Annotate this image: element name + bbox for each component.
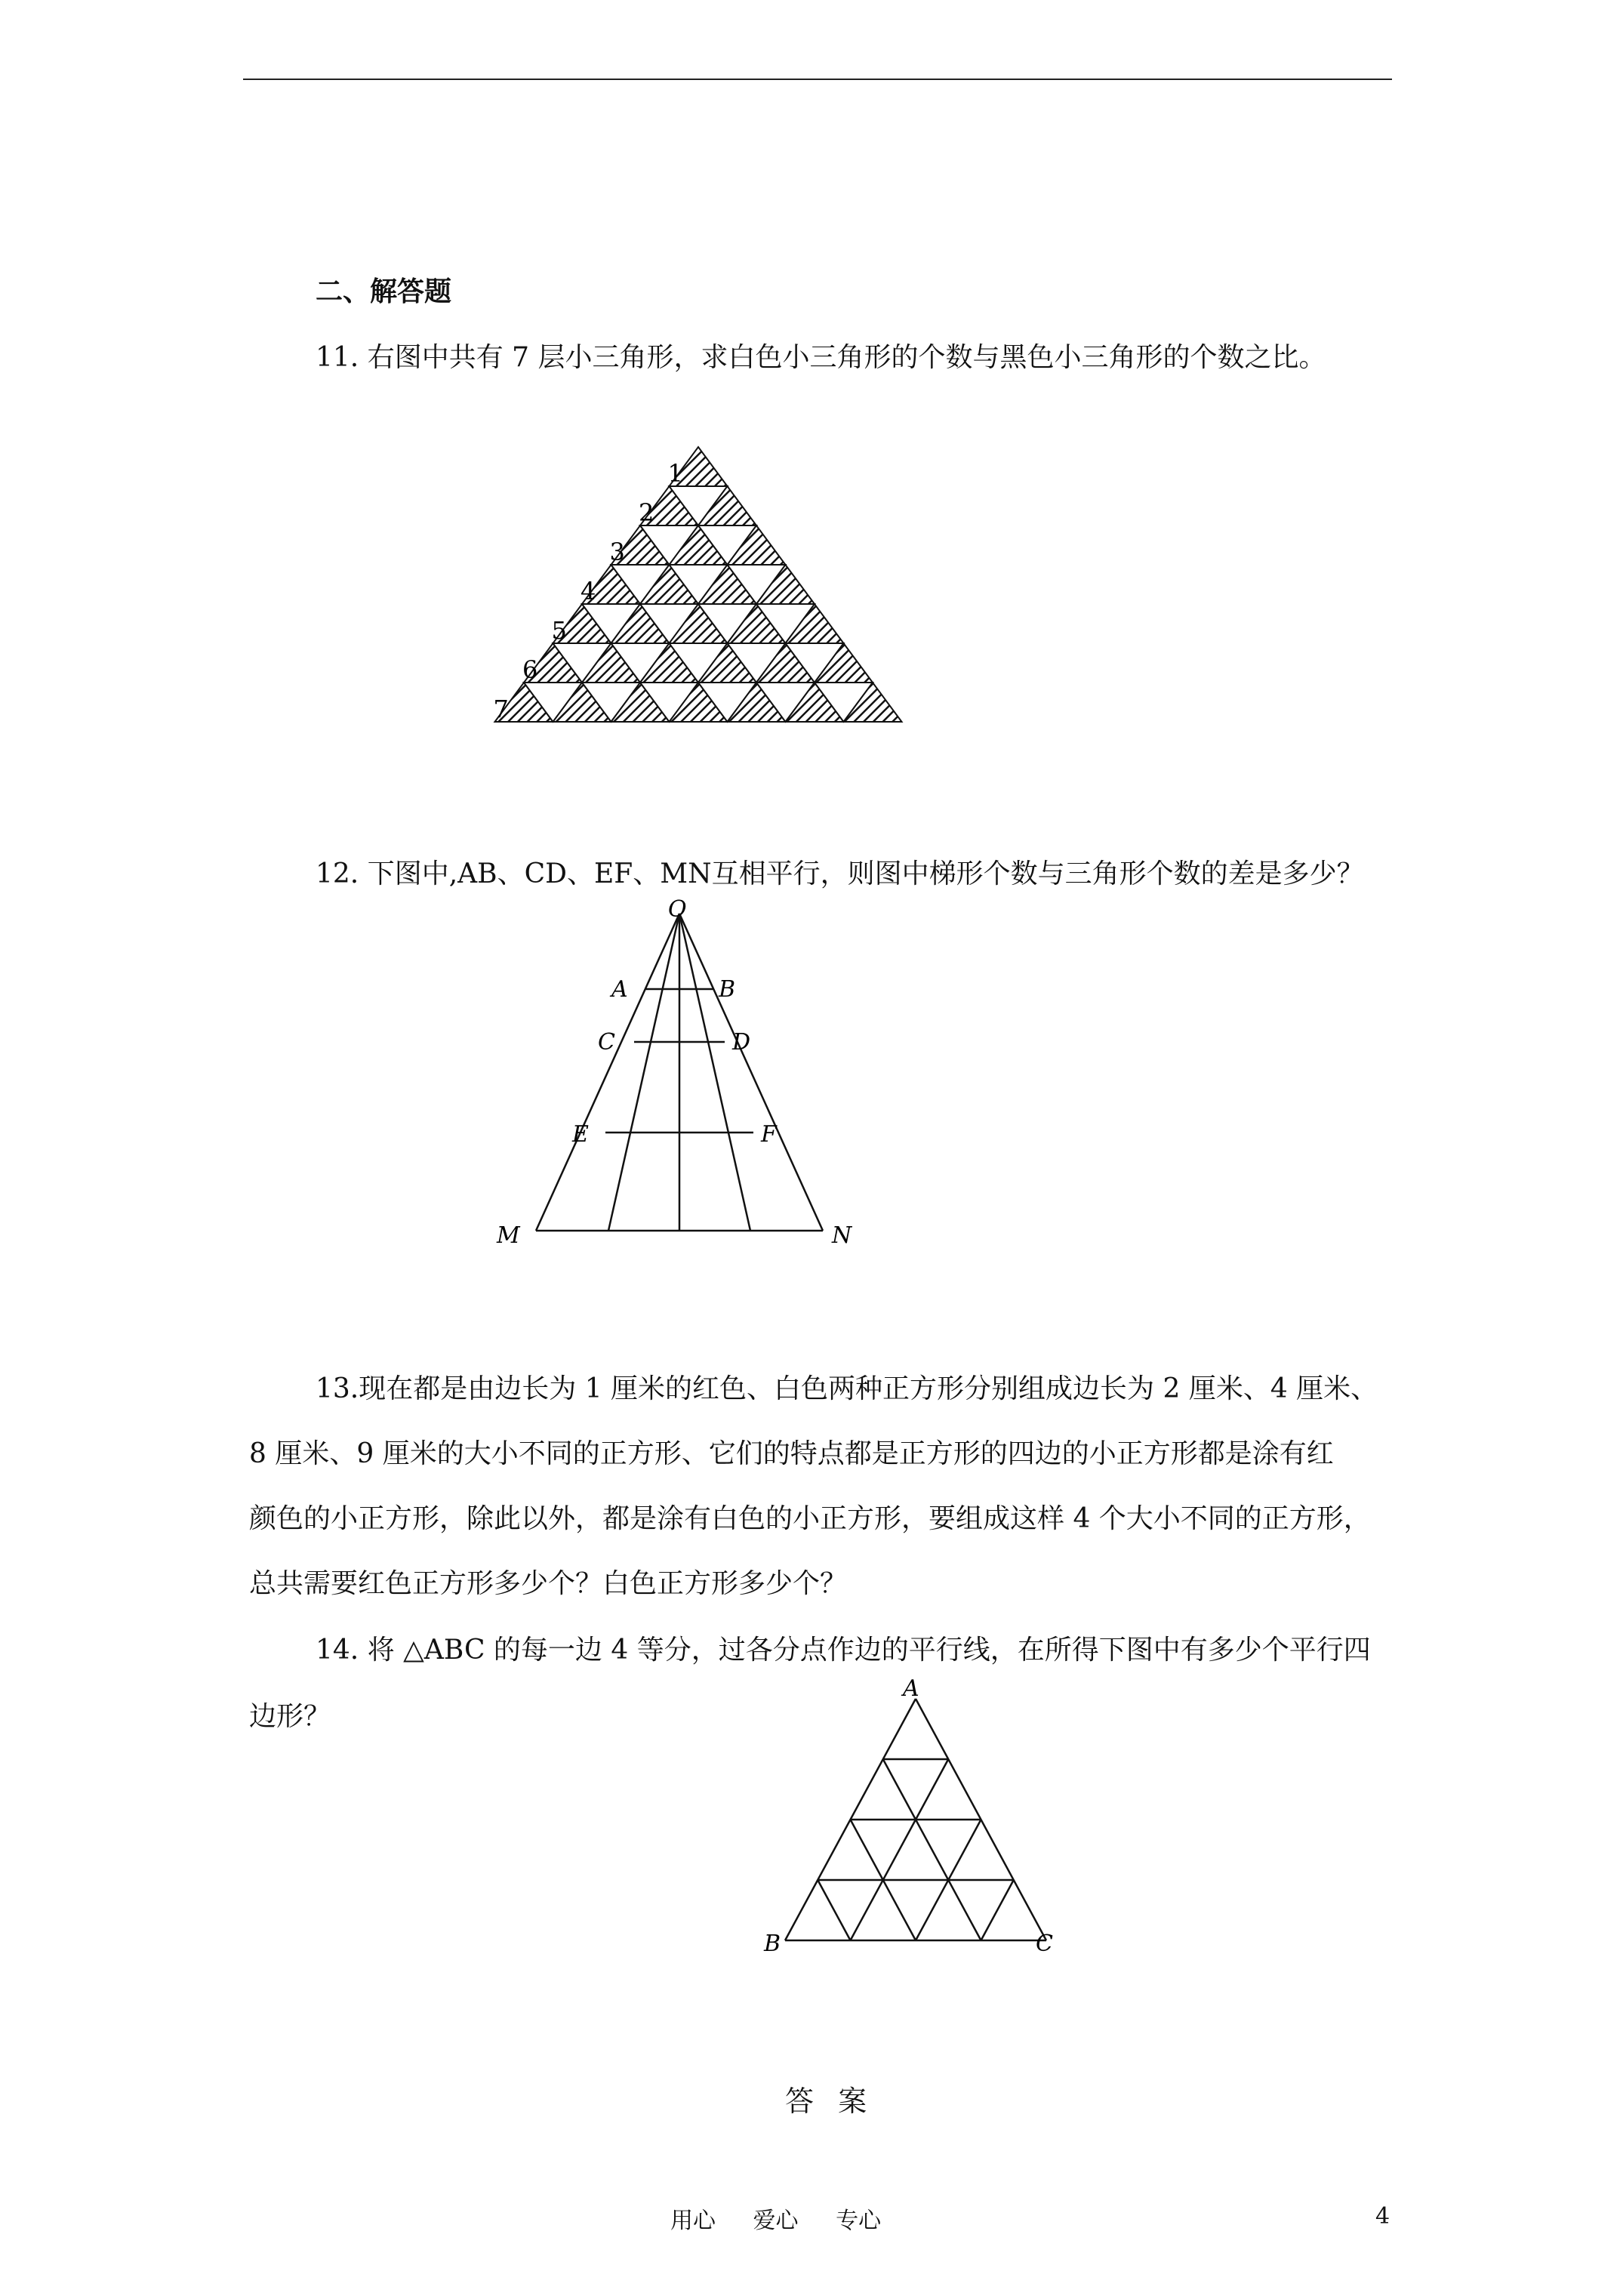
label-n: N [832, 1222, 852, 1249]
figure-parallel-lines [483, 898, 876, 1268]
question-13-line-3: 颜色的小正方形，除此以外，都是涂有白色的小正方形，要组成这样 4 个大小不同的正方形， [249, 1503, 1371, 1534]
layer-label: 3 [609, 538, 625, 566]
section-title: 二、解答题 [316, 276, 452, 307]
figure-triangle-abc [755, 1669, 1087, 1971]
question-13-line-4: 总共需要红色正方形多少个？白色正方形多少个？ [249, 1568, 848, 1599]
header-rule [243, 79, 1392, 80]
answer-heading: 答 案 [785, 2085, 875, 2118]
question-14-line-2: 边形？ [249, 1701, 331, 1732]
label-f: F [761, 1121, 777, 1148]
label-e: E [572, 1121, 589, 1148]
label-b: B [719, 976, 736, 1003]
label-c: C [598, 1029, 615, 1056]
footer-motto: 用心 爱心 专心 [670, 2208, 882, 2234]
side-om [536, 914, 679, 1231]
label-a: A [903, 1675, 919, 1702]
page-number: 4 [1375, 2203, 1390, 2230]
layer-label: 2 [639, 498, 654, 527]
layer-label: 7 [493, 695, 509, 723]
question-13-line-1: 13.现在都是由边长为 1 厘米的红色、白色两种正方形分别组成边长为 2 厘米、4 厘米、 [316, 1373, 1378, 1404]
side-on [679, 914, 823, 1231]
question-14-line-1: 14. 将 △ABC 的每一边 4 等分，过各分点作边的平行线，在所得下图中有多少个平行四 [316, 1635, 1371, 1666]
label-d: D [732, 1029, 751, 1056]
label-m: M [497, 1222, 520, 1249]
ray-1 [608, 914, 679, 1231]
figure-layered-triangle [483, 438, 921, 740]
label-c: C [1036, 1931, 1053, 1957]
parallel-to-ac [883, 1759, 981, 1940]
layer-label: 1 [667, 459, 683, 488]
parallel-to-ab [851, 1759, 949, 1940]
label-b: B [764, 1931, 781, 1957]
question-11: 11. 右图中共有 7 层小三角形，求白色小三角形的个数与黑色小三角形的个数之比。 [316, 342, 1326, 373]
layer-label: 4 [581, 577, 596, 606]
ray-3 [679, 914, 750, 1231]
parallel-to-ab [981, 1880, 1014, 1940]
parallel-to-ac [818, 1880, 850, 1940]
layer-label: 6 [522, 655, 538, 684]
label-o: O [668, 898, 687, 923]
layer-label: 5 [551, 616, 567, 645]
question-12: 12. 下图中,AB、CD、EF、MN互相平行，则图中梯形个数与三角形个数的差是多少？ [316, 858, 1364, 889]
question-13-line-2: 8 厘米、9 厘米的大小不同的正方形、它们的特点都是正方形的四边的小正方形都是涂有红 [249, 1438, 1334, 1469]
label-a: A [611, 976, 628, 1003]
